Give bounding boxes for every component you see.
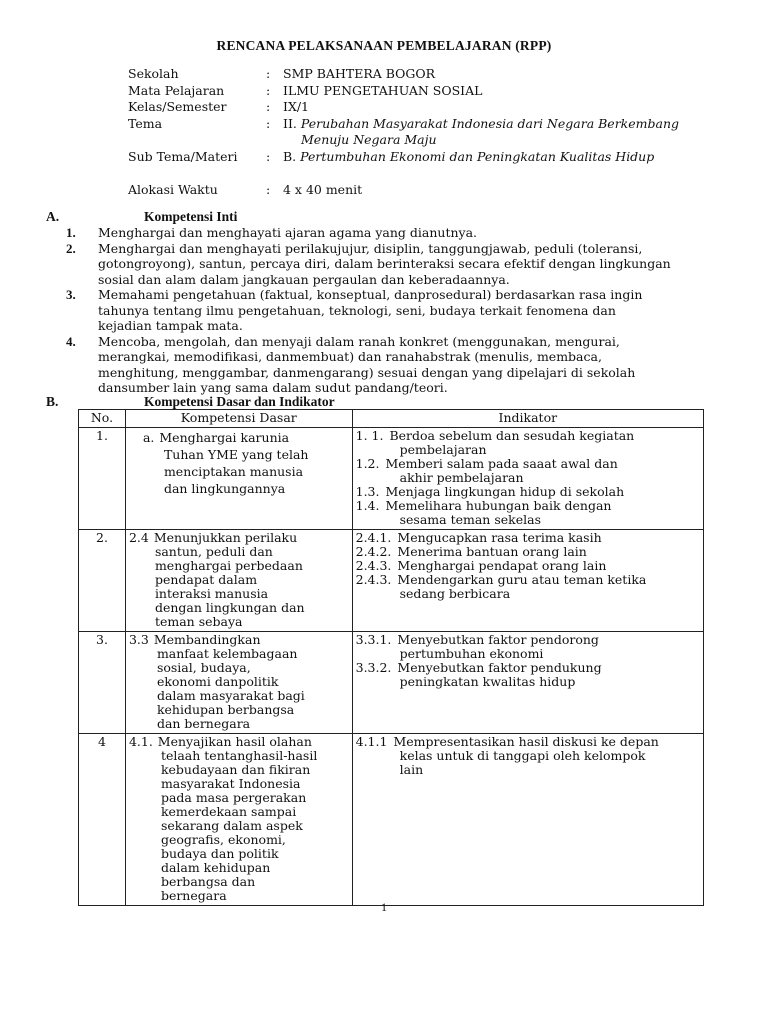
table-body [79, 428, 704, 906]
table-row [79, 632, 704, 734]
text-line: merangkai, memodifikasi, danmembuat) dan ranahabstrak (menulis, membaca, [98, 349, 602, 364]
kd-text-line: Tuhan YME yang telah [163, 447, 309, 462]
section-title: Kompetensi Inti [144, 209, 238, 224]
cell-no: 3. [79, 632, 126, 734]
kd-text-line: menciptakan manusia [163, 464, 304, 479]
list-item [66, 225, 726, 241]
indicator-code: 1.4. [355, 498, 380, 513]
indicator-item [356, 661, 700, 689]
text-line: kejadian tampak mata. [98, 318, 243, 333]
section-b-heading [46, 394, 335, 410]
list-item-number: 4. [66, 333, 76, 349]
meta-row-mapel [128, 83, 748, 100]
indicator-item [356, 545, 700, 559]
indicator-first-line [356, 531, 700, 545]
meta-label: Mata Pelajaran [128, 82, 225, 98]
identity-block [128, 66, 748, 199]
indicator-code: 4.1.1 [355, 734, 388, 749]
tema-continuation: Menuju Negara Maju [301, 132, 437, 147]
kd-first-line [129, 633, 349, 647]
cell-no: 2. [79, 530, 126, 632]
indicator-code: 2.4.2. [355, 544, 392, 559]
indicator-first-line [356, 633, 700, 647]
meta-colon: : [266, 82, 271, 98]
indicator-text-line: sedang berbicara [399, 586, 511, 601]
indicator-item [356, 429, 700, 457]
kd-text-line: Membandingkan [153, 632, 261, 647]
indicator-text-line: Mendengarkan guru atau teman ketika [397, 572, 647, 587]
meta-value-tema [283, 116, 748, 133]
text-line: tahunya tentang ilmu pengetahuan, teknologi, seni, budaya terkait fenomena dan [98, 302, 616, 318]
meta-row-subtema [128, 149, 748, 166]
indicator-item [356, 633, 700, 661]
meta-value-alokasi: 4 x 40 menit [283, 182, 363, 197]
indicator-text-line: kelas untuk di tanggapi oleh kelompok [399, 748, 646, 763]
text-line: Menghargai dan menghayati perilakujujur, disiplin, tanggungjawab, peduli (toleransi, [98, 240, 643, 256]
indicator-item [356, 485, 700, 499]
list-item-text [98, 241, 726, 288]
kd-text-line: santun, peduli dan [154, 544, 273, 559]
indicator-code: 3.3.1. [355, 632, 392, 647]
cell-kompetensi-dasar [125, 632, 352, 734]
cell-indikator [352, 530, 703, 632]
indicator-text-line: lain [399, 762, 424, 777]
indicator-first-line [356, 485, 700, 499]
kd-code: 2.4 [128, 530, 149, 545]
indicator-text-line: Mengucapkan rasa terima kasih [397, 530, 602, 545]
text-line: sosial dan alam dalam jangkauan pergaulan dan keberadaannya. [98, 271, 510, 287]
meta-label: Sub Tema/Materi [128, 148, 238, 164]
cell-indikator [352, 734, 703, 906]
indicator-code: 1.3. [355, 484, 380, 499]
cell-indikator [352, 428, 703, 530]
section-title: Kompetensi Dasar dan Indikator [144, 394, 335, 409]
indicator-item [356, 457, 700, 485]
kompetensi-table [78, 409, 704, 906]
indicator-code: 3.3.2. [355, 660, 392, 675]
kd-text-line: ekonomi danpolitik [156, 674, 279, 689]
indicator-first-line [356, 457, 700, 471]
meta-value-kelas: IX/1 [283, 99, 310, 114]
kd-text-line: masyarakat Indonesia [160, 776, 301, 791]
meta-colon: : [266, 182, 271, 197]
kd-text-line: interaksi manusia [154, 586, 269, 601]
kd-text-line: dalam masyarakat bagi [156, 688, 305, 703]
kd-first-line [129, 531, 349, 545]
indicator-code: 1. 1. [355, 428, 384, 443]
text-line: Menghargai dan menghayati ajaran agama yang dianutnya. [98, 225, 478, 240]
kd-text-line: teman sebaya [154, 614, 243, 629]
indicator-text-line: Mempresentasikan hasil diskusi ke depan [393, 734, 659, 749]
tema-text: Perubahan Masyarakat Indonesia dari Negara Berkembang [300, 115, 680, 131]
indicator-code: 2.4.3. [355, 572, 392, 587]
header-indikator: Indikator [352, 410, 703, 428]
header-no: No. [79, 410, 126, 428]
kd-text-line: dan bernegara [156, 716, 251, 731]
indicator-first-line [356, 559, 700, 573]
indicator-item [356, 499, 700, 527]
kd-first-line [129, 429, 349, 446]
tema-prefix: II. [283, 115, 297, 131]
cell-no: 1. [79, 428, 126, 530]
text-line: gotongroyong), santun, percaya diri, dalam berinteraksi secara efektif dengan lingkungan [98, 256, 671, 271]
list-item-number: 1. [66, 225, 76, 240]
indicator-first-line [356, 573, 700, 587]
list-item-text [98, 334, 726, 396]
kd-code: 3.3 [128, 632, 149, 647]
cell-kompetensi-dasar [125, 428, 352, 530]
indicator-first-line [356, 661, 700, 675]
kd-text-line: budaya dan politik [160, 846, 279, 861]
table-header-row [79, 410, 704, 428]
kd-text-line: pendapat dalam [154, 572, 258, 587]
kd-text-line: Menyajikan hasil olahan [157, 734, 312, 749]
list-item-number: 3. [66, 287, 76, 302]
cell-kompetensi-dasar [125, 734, 352, 906]
meta-value-mapel: ILMU PENGETAHUAN SOSIAL [283, 82, 483, 98]
meta-row-sekolah [128, 66, 748, 83]
indicator-text-line: akhir pembelajaran [399, 470, 524, 485]
kd-text-line: kemerdekaan sampai [160, 804, 297, 819]
meta-label: Sekolah [128, 66, 179, 81]
table-row [79, 734, 704, 906]
indicator-code: 2.4.1. [355, 530, 392, 545]
indicator-item [356, 559, 700, 573]
section-letter: B. [46, 394, 59, 409]
kompetensi-inti-list [66, 225, 726, 396]
kd-text-line: dan lingkungannya [163, 481, 286, 496]
section-letter: A. [46, 209, 60, 224]
list-item-number: 2. [66, 240, 76, 256]
indicator-text-line: Memberi salam pada saaat awal dan [385, 456, 618, 471]
cell-kompetensi-dasar [125, 530, 352, 632]
indicator-text-line: Menyebutkan faktor pendorong [397, 632, 599, 647]
kd-text-line: geografis, ekonomi, [160, 832, 286, 847]
kd-text-line: dengan lingkungan dan [154, 600, 305, 615]
meta-label: Tema [128, 115, 163, 131]
indicator-text-line: Memelihara hubungan baik dengan [385, 498, 612, 513]
indicator-code: 1.2. [355, 456, 380, 471]
indicator-item [356, 531, 700, 545]
kd-text-line: dalam kehidupan [160, 860, 271, 875]
meta-colon: : [266, 115, 271, 131]
meta-value-sekolah: SMP BAHTERA BOGOR [283, 66, 436, 81]
indicator-first-line [356, 429, 700, 443]
kd-text-line: manfaat kelembagaan [156, 646, 298, 661]
text-line: Memahami pengetahuan (faktual, konseptual, danprosedural) berdasarkan rasa ingin [98, 287, 643, 302]
document-title: RENCANA PELAKSANAAN PEMBELAJARAN (RPP) [216, 38, 552, 53]
meta-colon: : [266, 66, 271, 81]
kd-text-line: kebudayaan dan fikiran [160, 762, 311, 777]
list-item [66, 334, 726, 396]
header-kompetensi-dasar: Kompetensi Dasar [125, 410, 352, 428]
indicator-text-line: pembelajaran [399, 442, 487, 457]
indicator-item [356, 735, 700, 777]
cell-indikator [352, 632, 703, 734]
kd-text-line: sosial, budaya, [156, 660, 251, 675]
subtema-prefix: B. [283, 148, 297, 164]
meta-row-alokasi [128, 182, 748, 199]
meta-label: Alokasi Waktu [128, 182, 218, 197]
table-row [79, 428, 704, 530]
indicator-text-line: sesama teman sekelas [399, 512, 541, 527]
indicator-text-line: peningkatan kwalitas hidup [399, 674, 576, 689]
meta-row-kelas [128, 99, 748, 116]
indicator-text-line: Menghargai pendapat orang lain [397, 558, 607, 573]
indicator-first-line [356, 499, 700, 513]
text-line: Mencoba, mengolah, dan menyaji dalam ranah konkret (menggunakan, mengurai, [98, 333, 620, 349]
kd-text-line: kehidupan berbangsa [156, 702, 295, 717]
meta-colon: : [266, 148, 271, 164]
meta-colon: : [266, 99, 271, 114]
indicator-text-line: Menjaga lingkungan hidup di sekolah [385, 484, 625, 499]
table-row [79, 530, 704, 632]
indicator-first-line [356, 735, 700, 749]
indicator-text-line: Berdoa sebelum dan sesudah kegiatan [389, 428, 635, 443]
indicator-text-line: pertumbuhan ekonomi [399, 646, 544, 661]
indicator-code: 2.4.3. [355, 558, 392, 573]
list-item [66, 287, 726, 334]
kd-text-line: sekarang dalam aspek [160, 818, 303, 833]
meta-row-tema [128, 116, 748, 133]
kd-text-line: telaah tentanghasil-hasil [160, 748, 318, 763]
text-line: menghitung, menggambar, danmengarang) sesuai dengan yang dipelajari di sekolah [98, 364, 636, 380]
kd-code: a. [142, 430, 155, 445]
text-line: dansumber lain yang sama dalam sudut pandang/teori. [98, 380, 448, 395]
list-item [66, 241, 726, 288]
list-item-text [98, 287, 726, 334]
meta-row-tema-cont [128, 132, 748, 149]
cell-no: 4 [79, 734, 126, 906]
kd-text-line: Menghargai karunia [159, 430, 290, 445]
section-a-heading [46, 209, 237, 225]
kd-text-line: pada masa pergerakan [160, 790, 307, 805]
subtema-text: Pertumbuhan Ekonomi dan Peningkatan Kualitas Hidup [300, 148, 655, 164]
indicator-text-line: Menyebutkan faktor pendukung [397, 660, 602, 675]
page-number: 1 [381, 900, 387, 914]
indicator-item [356, 573, 700, 601]
meta-value-subtema [283, 149, 748, 166]
indicator-text-line: Menerima bantuan orang lain [397, 544, 587, 559]
indicator-first-line [356, 545, 700, 559]
kd-text-line: bernegara [160, 888, 227, 903]
kd-text-line: berbangsa dan [160, 874, 256, 889]
kd-text-line: Menunjukkan perilaku [153, 530, 298, 545]
kd-first-line [129, 735, 349, 749]
kd-text-line: menghargai perbedaan [154, 558, 303, 573]
meta-label: Kelas/Semester [128, 99, 227, 114]
list-item-text [98, 225, 726, 241]
kd-code: 4.1. [128, 734, 153, 749]
